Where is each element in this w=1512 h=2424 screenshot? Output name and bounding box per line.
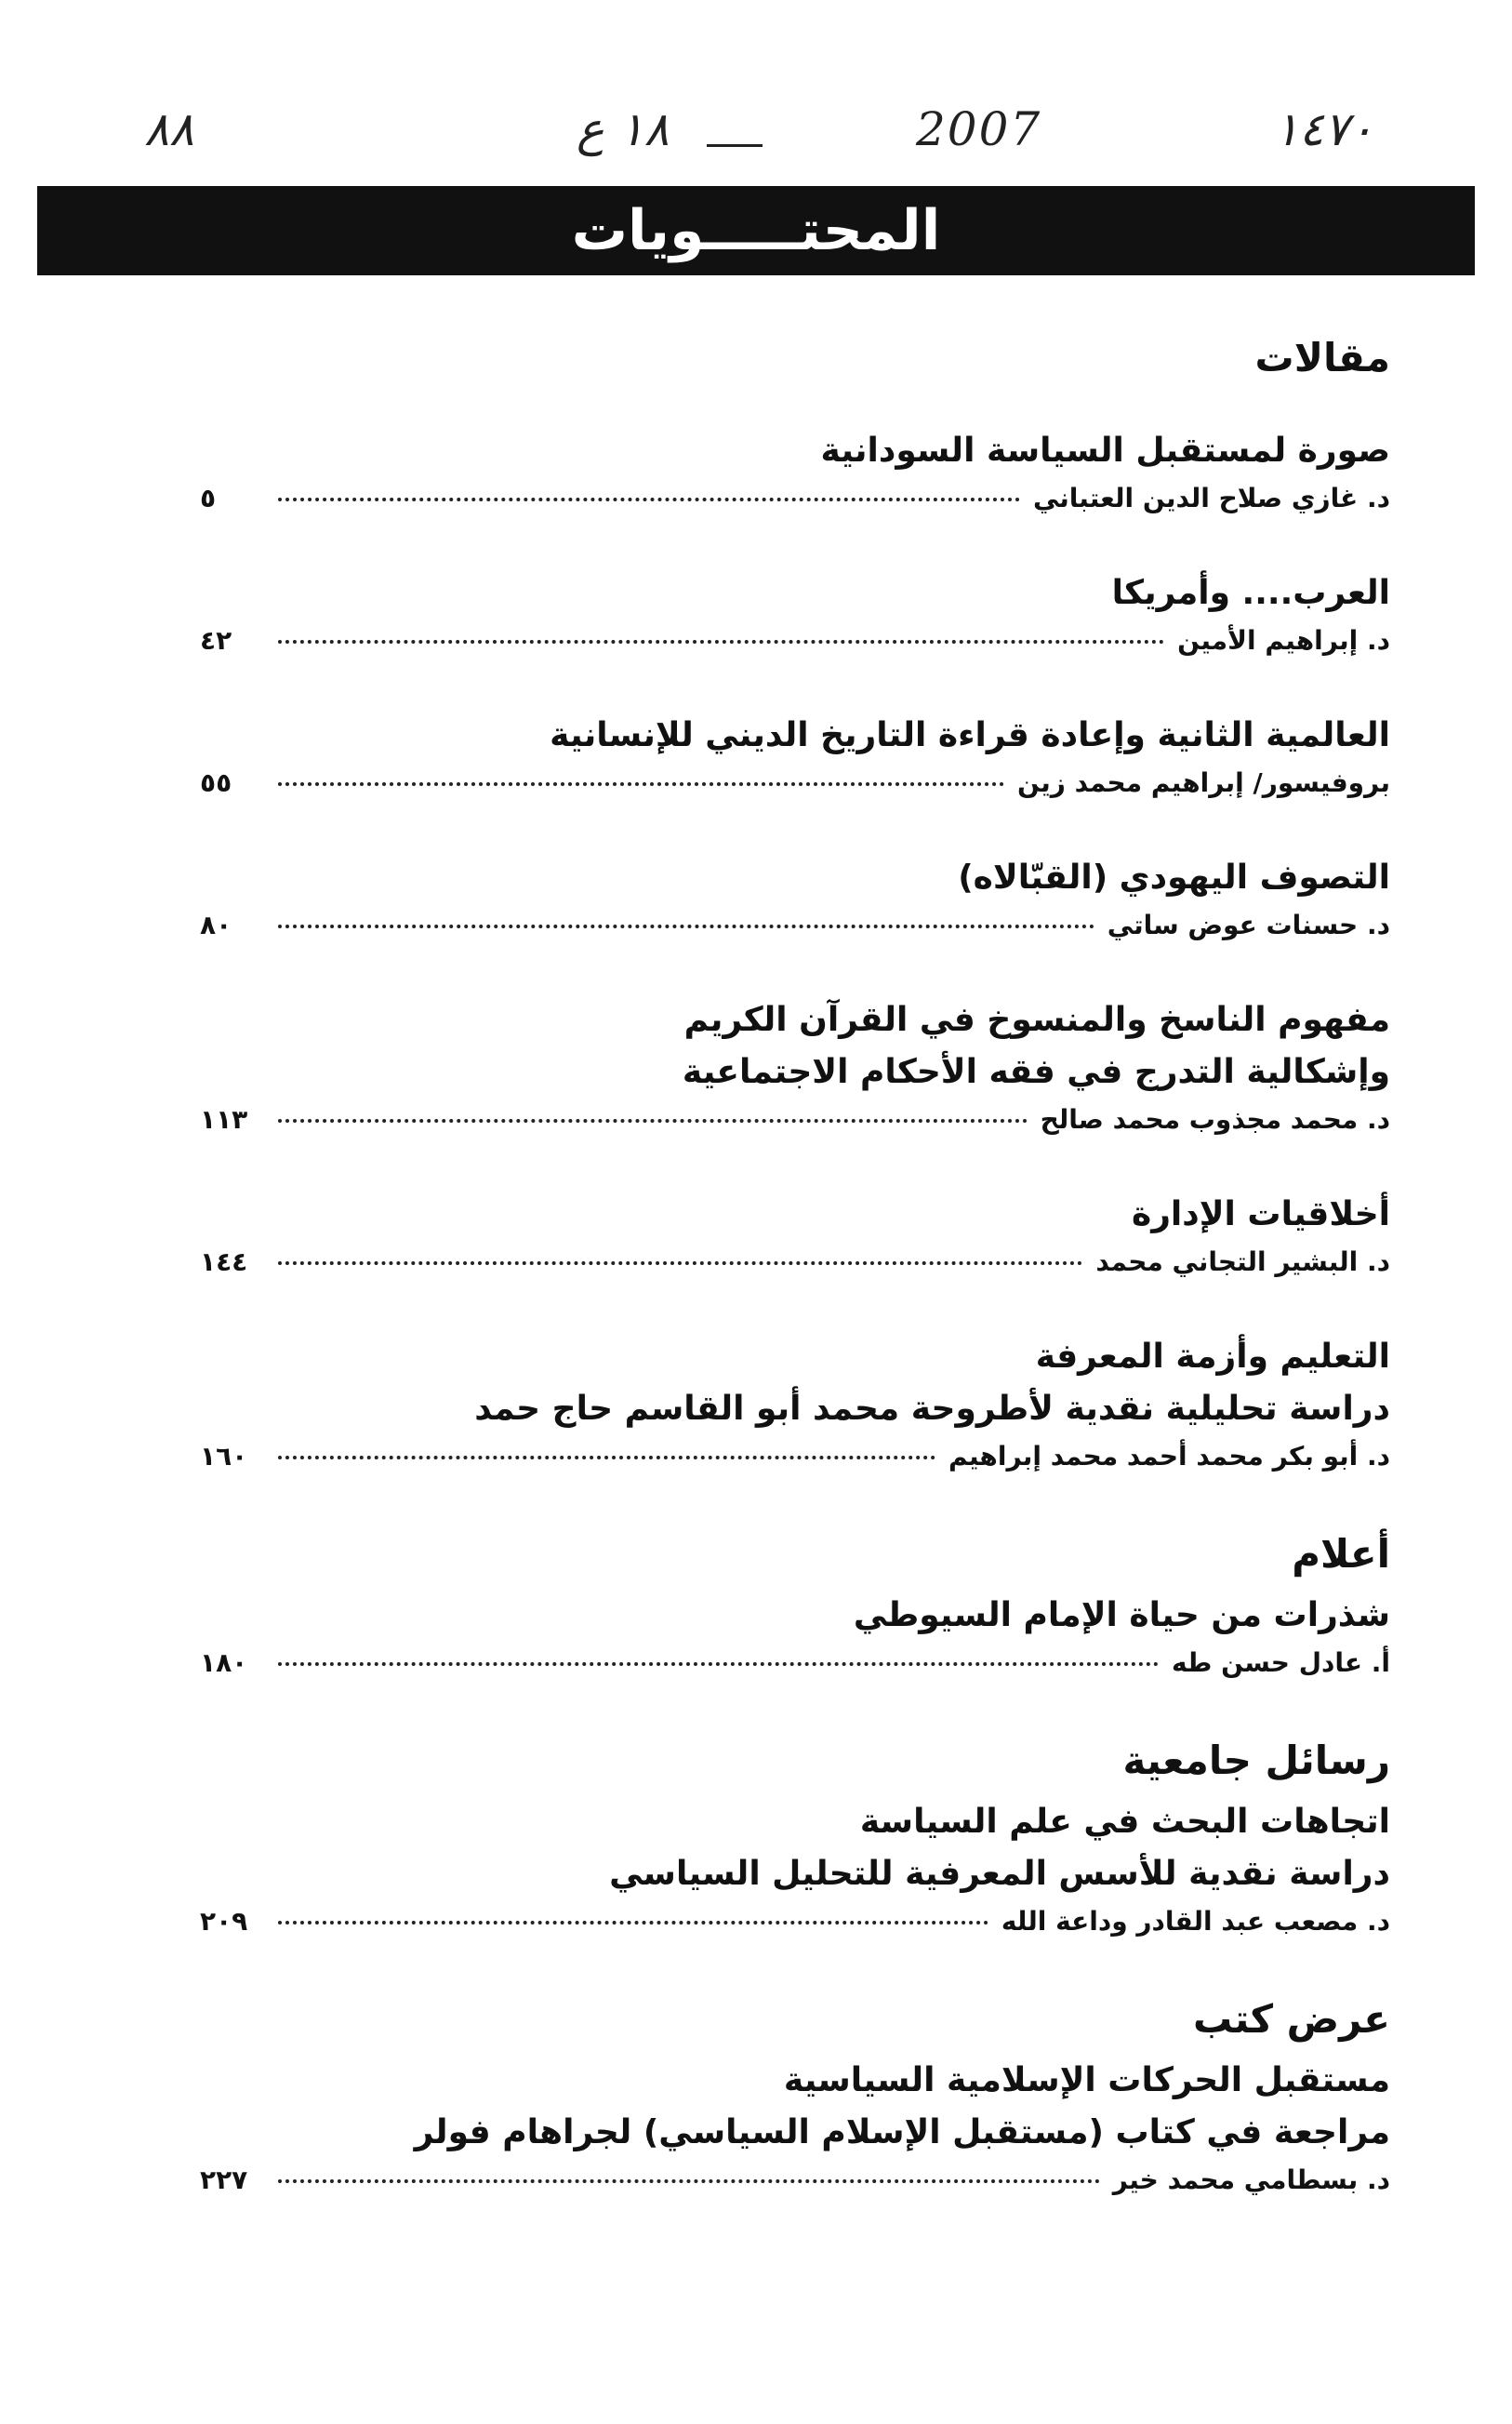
dot-leader: [278, 782, 1004, 786]
entry-author: د. بسطامي محمد خير: [1112, 2164, 1390, 2195]
entry-title: اتجاهات البحث في علم السياسة: [859, 1803, 1390, 1841]
entry-title: شذرات من حياة الإمام السيوطي: [853, 1596, 1390, 1634]
handwritten-note-right: ١٤٧٠: [1274, 102, 1374, 156]
section-heading-reviews: عرض كتب: [1193, 1996, 1390, 2042]
entry-page-number: ١٨٠: [200, 1647, 248, 1678]
entry-author: د. البشير التجاني محمد: [1095, 1246, 1390, 1277]
entry-author-line: [200, 910, 1390, 940]
entry-author-line: [200, 767, 1390, 798]
entry-author-line: [200, 483, 1390, 513]
entry-author-line: [200, 625, 1390, 656]
entry-title: دراسة نقدية للأسس المعرفية للتحليل السياسي: [609, 1855, 1390, 1893]
toc-entry: [200, 425, 1390, 513]
dot-leader: [278, 1662, 1159, 1666]
entry-author: بروفيسور/ إبراهيم محمد زين: [1017, 767, 1390, 798]
entry-page-number: ١١٣: [200, 1104, 248, 1135]
entry-page-number: ٢٠٩: [200, 1906, 248, 1937]
entry-title: العرب.... وأمريكا: [1111, 574, 1390, 612]
entry-author-line: [200, 1104, 1390, 1135]
entry-author: د. أبو بكر محمد أحمد محمد إبراهيم: [948, 1441, 1390, 1472]
toc-entry: [200, 1331, 1390, 1472]
contents-title-bar: [37, 186, 1475, 275]
section-theses: [200, 1796, 1390, 1937]
entry-title: مستقبل الحركات الإسلامية السياسية: [783, 2061, 1390, 2099]
dot-leader: [278, 1921, 988, 1925]
entry-page-number: ٥٥: [200, 767, 232, 798]
toc-entry: [200, 1189, 1390, 1277]
section-heading-figures: أعلام: [1292, 1531, 1390, 1577]
section-articles: [200, 425, 1390, 1472]
entry-title: التصوف اليهودي (القبّالاه): [958, 859, 1390, 897]
dot-leader: [278, 640, 1164, 644]
entry-page-number: ١٤٤: [200, 1246, 248, 1277]
entry-author: د. غازي صلاح الدين العتباني: [1032, 483, 1390, 513]
toc-entry: [200, 2055, 1390, 2195]
entry-author-line: [200, 1906, 1390, 1937]
toc-entry: [200, 567, 1390, 656]
dot-leader: [278, 925, 1094, 928]
entry-author: د. إبراهيم الأمين: [1177, 625, 1390, 656]
dot-leader: [278, 1119, 1028, 1123]
entry-title: صورة لمستقبل السياسة السودانية: [820, 432, 1390, 470]
toc-entry: [200, 852, 1390, 940]
dot-leader: [278, 2179, 1100, 2183]
section-heading-theses: رسائل جامعية: [1122, 1738, 1390, 1783]
entry-page-number: ٥: [200, 483, 217, 513]
entry-title: أخلاقيات الإدارة: [1131, 1195, 1390, 1233]
entry-author: أ. عادل حسن طه: [1171, 1647, 1390, 1678]
entry-title: وإشكالية التدرج في فقه الأحكام الاجتماعية: [682, 1053, 1390, 1091]
handwritten-note-year: 2007: [916, 102, 1042, 156]
entry-author-line: [200, 1647, 1390, 1678]
entry-title: مراجعة في كتاب (مستقبل الإسلام السياسي) لجراهام فولر: [414, 2113, 1390, 2151]
handwritten-dash: [707, 144, 763, 147]
section-reviews: [200, 2055, 1390, 2195]
section-figures: [200, 1590, 1390, 1678]
entry-author: د. حسنات عوض ساتي: [1107, 910, 1390, 940]
entry-title: مفهوم الناسخ والمنسوخ في القرآن الكريم: [683, 1001, 1390, 1039]
entry-author: د. مصعب عبد القادر وداعة الله: [1001, 1906, 1390, 1937]
dot-leader: [278, 1456, 935, 1459]
entry-page-number: ٨٠: [200, 910, 232, 940]
section-heading-articles: مقالات: [1254, 335, 1390, 380]
toc-entry: [200, 710, 1390, 798]
entry-title: العالمية الثانية وإعادة قراءة التاريخ الديني للإنسانية: [550, 716, 1390, 754]
handwritten-note-left: ٨٨: [144, 102, 194, 156]
entry-page-number: ١٦٠: [200, 1441, 248, 1472]
entry-title: دراسة تحليلية نقدية لأطروحة محمد أبو القاسم حاج حمد: [474, 1390, 1390, 1428]
entry-author-line: [200, 1246, 1390, 1277]
toc-entry: [200, 994, 1390, 1135]
handwritten-note-issue: ١٨ ع: [577, 102, 670, 156]
entry-page-number: ٤٢: [200, 625, 232, 656]
entry-title: التعليم وأزمة المعرفة: [1035, 1338, 1390, 1376]
dot-leader: [278, 1261, 1082, 1265]
entry-author-line: [200, 1441, 1390, 1472]
page-title: المحتـــــويات: [571, 198, 941, 263]
entry-author: د. محمد مجذوب محمد صالح: [1040, 1104, 1390, 1135]
dot-leader: [278, 498, 1020, 501]
toc-entry: [200, 1590, 1390, 1678]
entry-author-line: [200, 2164, 1390, 2195]
table-of-contents: [200, 335, 1390, 2249]
entry-page-number: ٢٢٧: [200, 2164, 248, 2195]
toc-entry: [200, 1796, 1390, 1937]
